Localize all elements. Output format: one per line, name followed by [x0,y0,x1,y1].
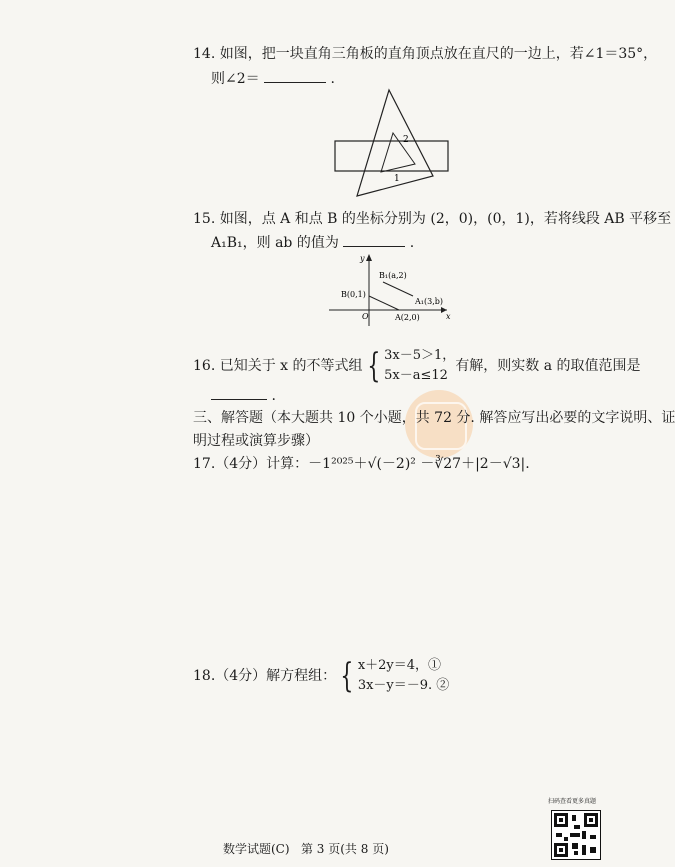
q16-ineq2: 5x－a≤12 [384,368,448,383]
q15-line1: 15. 如图，点 A 和点 B 的坐标分别为 (2，0)，(0，1)，若将线段 AB 平移至 [193,211,672,227]
q14-line2-text: 则∠2＝ [211,71,260,87]
point-A1-label: A₁(3,b) [415,297,443,306]
angle-1-label: 1 [394,174,400,184]
q18-prefix: 18.（4分）解方程组： [193,668,337,684]
q16-suffix: 有解，则实数 a 的取值范围是 [455,358,641,374]
q18-system [358,656,449,696]
q16-ineq1: 3x－5＞1， [384,348,456,363]
q14-end: . [330,71,335,87]
qr-caption: 扫码查看更多真题 [548,798,597,805]
q16-end: . [271,388,276,404]
ruler [335,141,448,171]
q16-system [384,346,455,386]
q15-line2-text: A₁B₁，则 ab 的值为 [211,235,339,251]
section3-heading: 三、解答题（本大题共 10 个小题，共 72 分. 解答应写出必要的文字说明、证 [193,410,675,426]
q16-line2 [211,385,276,406]
origin-label: O [362,312,369,321]
q16-line1 [193,346,641,386]
q18-line [193,656,449,696]
q16-answer-blank [211,385,267,400]
qr-code[interactable] [551,810,601,860]
q18-eq2: 3x－y＝－9. ② [357,678,450,693]
q14-figure [333,88,453,200]
y-arrow [366,254,372,261]
section3-heading-cont: 明过程或演算步骤） [193,433,319,449]
q16-brace: { [366,346,380,386]
q15-end: . [409,235,415,251]
q18-eq1: x＋2y＝4，① [357,658,442,673]
segment-A1B1 [383,282,413,296]
q16-prefix: 16. 已知关于 x 的不等式组 [193,358,363,374]
q15-line2 [211,232,414,253]
page-footer: 数学试题(C) 第 3 页(共 8 页) [223,842,389,856]
q15-answer-blank [343,232,405,247]
q18-brace: { [340,656,354,696]
segment-AB [369,296,399,310]
point-A-label: A(2,0) [395,313,420,322]
q17-text: 17.（4分）计算：－1²⁰²⁵＋√(－2)² －∛27＋|2－√3|. [193,456,530,472]
q14-line2 [211,68,335,89]
point-B1-label: B₁(a,2) [379,271,407,280]
angle-2-label: 2 [403,135,409,145]
x-axis-label: x [446,312,451,321]
q14-answer-blank [264,68,326,83]
q15-graph [325,252,455,328]
y-axis-label: y [360,254,365,263]
triangle-inner [381,133,415,172]
q14-line1: 14. 如图，把一块直角三角板的直角顶点放在直尺的一边上，若∠1＝35°， [193,46,658,62]
point-B-label: B(0,1) [341,290,366,299]
